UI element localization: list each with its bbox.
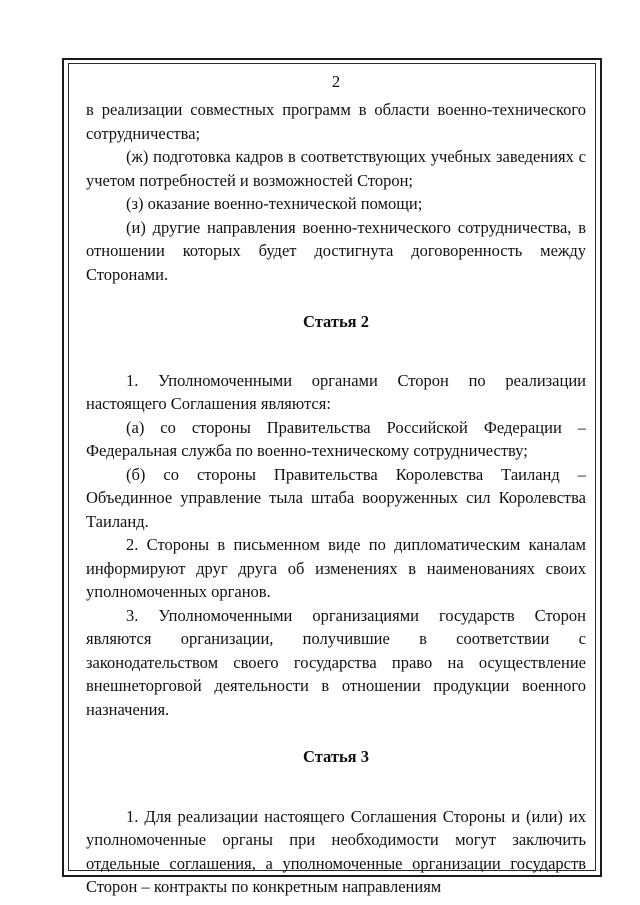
list-item-z: (з) оказание военно-технической помощи; [126,194,423,213]
article-2-paragraph-1: 1. Уполномоченными органами Сторон по реализации настоящего Соглашения являются: [86,370,586,413]
document-body [86,70,586,899]
list-item-i: (и) другие направления военно-технического сотрудничества, в отношении которых будет достигнута договоренность между Сторонами. [86,217,586,284]
article-2-item-a: (а) со стороны Правительства Российской Федерации – Федеральная служба по военно-техническому сотрудничеству; [86,417,586,460]
paragraph-continuation: в реализации совместных программ в области военно-технического сотрудничества; [86,100,586,143]
article-2-heading: Статья 2 [303,312,369,331]
page-number: 2 [331,72,341,91]
article-3-heading: Статья 3 [303,747,369,766]
article-2-paragraph-3: 3. Уполномоченными организациями государств Сторон являются организации, получившие в соответствии с законодательством своего государства право на осуществление внешнеторговой деятельности в отношении продукции военного назначения. [86,605,586,719]
list-item-zh: (ж) подготовка кадров в соответствующих учебных заведениях с учетом потребностей и возможностей Сторон; [86,147,586,190]
article-3-paragraph-1: 1. Для реализации настоящего Соглашения Стороны и (или) их уполномоченные органы при необходимости могут заключить отдельные соглашения, а уполномоченные организации государств Сторон – контракты по конкретным направлениям [86,806,586,896]
article-2-paragraph-2: 2. Стороны в письменном виде по дипломатическим каналам информируют друг друга об изменениях в наименованиях своих уполномоченных органов. [86,535,586,601]
article-2-item-b: (б) со стороны Правительства Королевства Таиланд – Объединное управление тыла штаба вооруженных сил Королевства Таиланд. [86,464,586,531]
